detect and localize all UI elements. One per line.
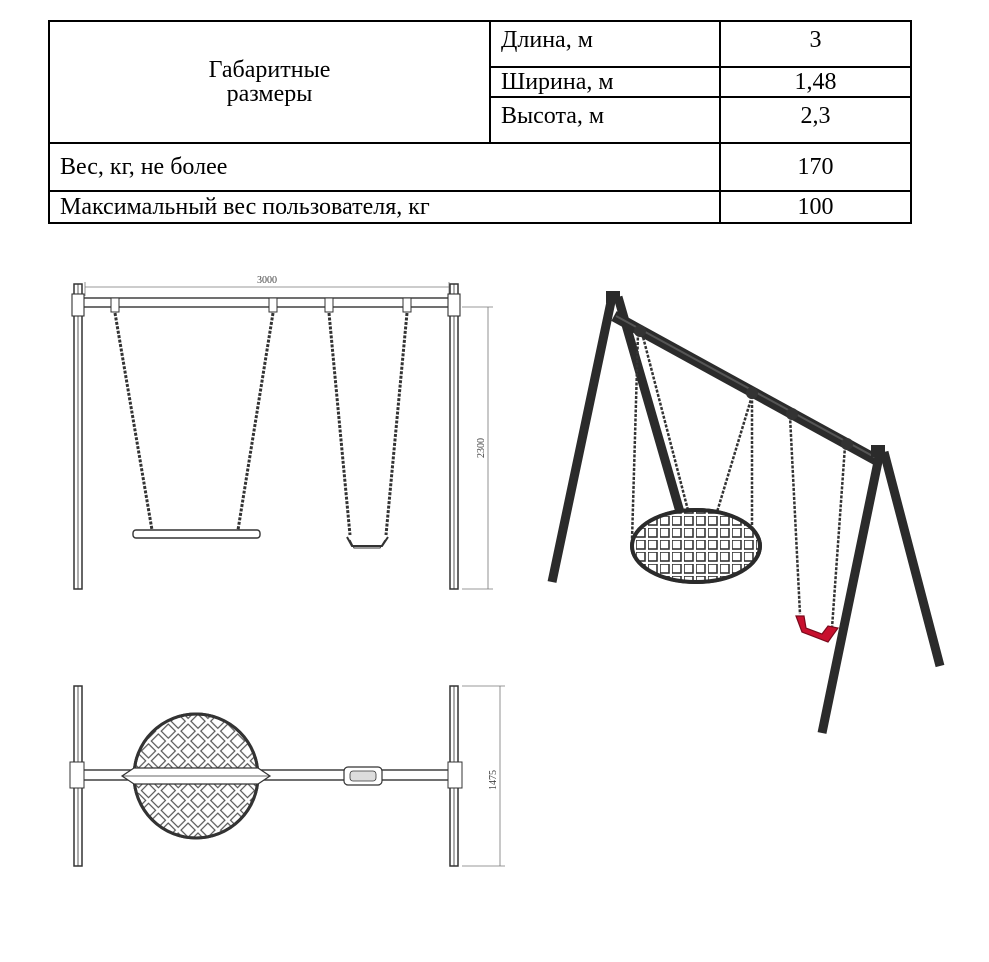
max-user-weight-label: Максимальный вес пользователя, кг [49,191,720,223]
front-length-dimension: 3000 [257,275,277,286]
overall-dimensions-text: Габаритные размеры [208,57,331,107]
length-label: Длина, м [490,21,720,67]
height-value: 2,3 [720,97,911,143]
width-value: 1,48 [720,67,911,97]
isometric-view [552,291,940,733]
top-view [70,686,505,866]
top-width-dimension: 1475 [488,770,499,790]
weight-label: Вес, кг, не более [49,143,720,191]
length-value: 3 [720,21,911,67]
front-view [72,275,493,589]
width-label: Ширина, м [490,67,720,97]
front-height-dimension: 2300 [476,438,487,458]
height-label: Высота, м [490,97,720,143]
seat-3d [796,616,838,642]
max-user-weight-value: 100 [720,191,911,223]
weight-value: 170 [720,143,911,191]
